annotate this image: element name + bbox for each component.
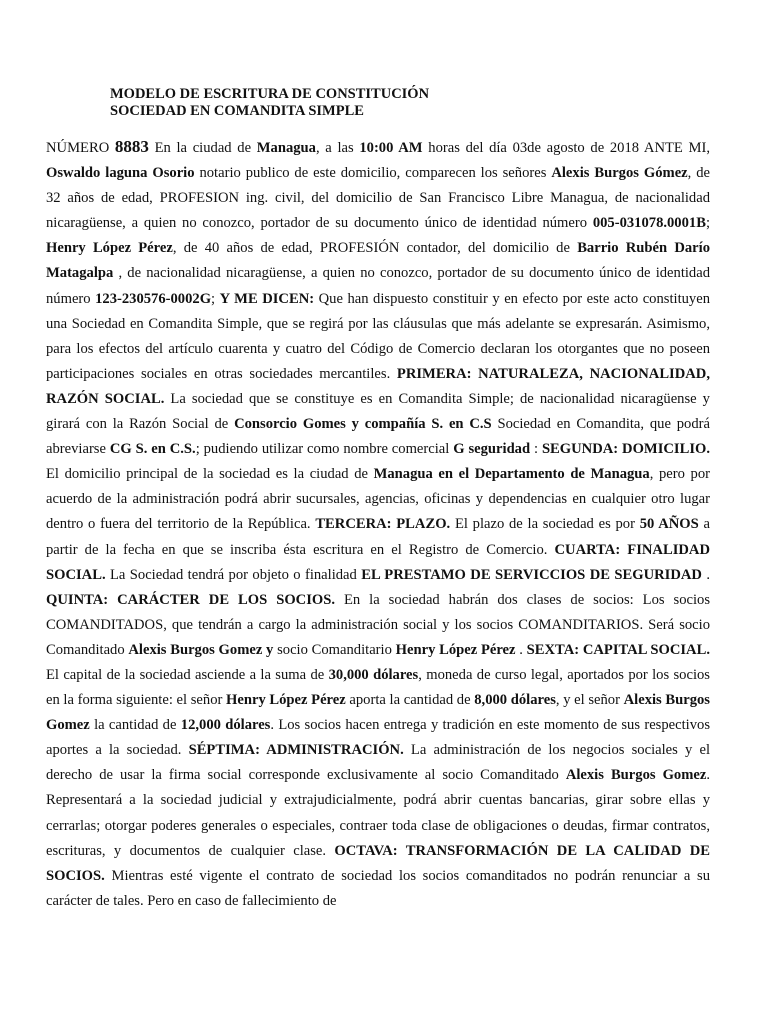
body-text: notario publico de este domicilio, comparecen los señores	[194, 165, 552, 182]
trade-name: G seguridad	[453, 441, 531, 458]
body-text: La sociedad que se constituye es en Comandita Simple; de nacionalidad nicaragüense y girará con la Razón Social de	[46, 390, 710, 433]
body-text: .	[701, 566, 710, 583]
body-text: ;	[211, 290, 220, 307]
y-me-dicen: Y ME DICEN:	[219, 290, 315, 307]
body-text: ; pudiendo utilizar como nombre comercial	[195, 441, 454, 458]
body-text: Que han dispuesto constituir y en efecto por este acto constituyen una Sociedad en Comandita Simple, que se regirá por las cláusulas que más adelante se expresarán. Asimismo, para los efectos del artículo cuarenta y cuatro del Código de Comercio declaran los otorgantes que no poseen participaciones sociales en otras sociedades mercantiles.	[46, 290, 710, 382]
body-text: a partir de la fecha en que se inscriba ésta escritura en el Registro de Comercio.	[46, 516, 710, 558]
title-line-2: SOCIEDAD EN COMANDITA SIMPLE	[110, 103, 364, 119]
managing-partner-name: Alexis Burgos Gomez y	[128, 641, 274, 658]
body-text: . Representará a la sociedad judicial y extrajudicialmente, podrá abrir cuentas bancarias, girar sobre ellas y cerrarlas; otorgar poderes generales o especiales, contraer toda clase de obligaciones o deudas, firmar contratos, escrituras, y documentos de cualquier clase.	[46, 767, 710, 859]
id-number-2: 123-230576-0002G	[95, 290, 212, 307]
body-text: , de 32 años de edad, PROFESION ing. civil, del domicilio de San Francisco Libre Managua, de nacionalidad nicaragüense, a quien no conozco, portador de su documento único de identidad número	[46, 165, 711, 232]
body-text: , a las	[315, 140, 360, 156]
contributor-name-1: Henry López Pérez	[226, 692, 346, 709]
body-text: NÚMERO	[46, 140, 115, 156]
body-text: socio Comanditario	[273, 641, 396, 658]
company-purpose: EL PRESTAMO DE SERVICCIOS DE SEGURIDAD	[361, 566, 702, 583]
capital-amount: 30,000 dólares	[328, 666, 419, 683]
limited-partner-name: Henry López Pérez	[395, 641, 516, 658]
id-number-1: 005-031078.0001B	[592, 215, 706, 232]
body-text: , y el señor	[555, 692, 624, 709]
company-legal-name: Consorcio Gomes y compañía S. en C.S	[234, 416, 492, 433]
body-text: , de nacionalidad nicaragüense, a quien no conozco, portador de su documento único de identidad número	[46, 265, 710, 307]
clause-heading-segunda: SEGUNDA: DOMICILIO.	[541, 441, 711, 458]
notary-name: Oswaldo laguna Osorio	[46, 165, 195, 182]
body-text: .	[515, 641, 527, 658]
principal-domicile: Managua en el Departamento de Managua	[373, 466, 650, 483]
city-name: Managua	[256, 140, 316, 156]
body-text: Mientras esté vigente el contrato de sociedad los socios comanditados no podrán renunciar a su carácter de tales. Pero en caso de fallecimiento de	[46, 867, 710, 909]
body-text: horas del día 03de agosto de 2018 ANTE MI,	[422, 140, 710, 156]
clause-heading-cuarta: CUARTA: FINALIDAD SOCIAL.	[46, 541, 710, 583]
body-text: El domicilio principal de la sociedad es la ciudad de	[46, 466, 374, 483]
body-text: , moneda de curso legal, aportados por los socios en la forma siguiente: el señor	[46, 666, 710, 709]
body-text: La Sociedad tendrá por objeto o finalidad	[105, 566, 362, 583]
document-title	[110, 86, 429, 120]
body-text: Sociedad en Comandita, que podrá abreviarse	[46, 416, 710, 458]
body-text: :	[530, 441, 542, 458]
body-text: En la ciudad de	[148, 140, 257, 156]
company-abbreviation: CG S. en C.S.	[109, 441, 196, 458]
clause-heading-primera: PRIMERA: NATURALEZA, NACIONALIDAD, RAZÓN SOCIAL.	[46, 365, 710, 407]
body-text: La administración de los negocios sociales y el derecho de usar la firma social corresponde exclusivamente al socio Comanditado	[46, 742, 711, 784]
clause-heading-quinta: QUINTA: CARÁCTER DE LOS SOCIOS.	[46, 591, 336, 608]
body-text: El capital de la sociedad asciende a la suma de	[46, 666, 329, 683]
partner-name-2: Henry López Pérez	[46, 240, 173, 257]
escritura-number: 8883	[114, 137, 149, 156]
body-text: En la sociedad habrán dos clases de socios: Los socios COMANDITADOS, que tendrán a cargo la administración social y los socios COMANDITARIOS. Será socio Comanditado	[46, 591, 711, 658]
body-text: , pero por acuerdo de la administración podrá abrir sucursales, agencias, oficinas y dependencias en cualquier otro lugar dentro o fuera del territorio de la República.	[46, 466, 710, 533]
partner-name-1: Alexis Burgos Gómez	[551, 165, 688, 182]
body-text: El plazo de la sociedad es por	[450, 516, 640, 533]
body-text: aporta la cantidad de	[345, 692, 475, 709]
contribution-amount-2: 12,000 dólares	[180, 717, 271, 734]
body-text: ;	[705, 215, 710, 232]
body-text: , de 40 años de edad, PROFESIÓN contador, del domicilio de	[172, 240, 578, 257]
term-duration: 50 AÑOS	[639, 516, 699, 533]
clause-heading-septima: SÉPTIMA: ADMINISTRACIÓN.	[188, 742, 404, 759]
body-text: la cantidad de	[89, 717, 181, 734]
body-text: . Los socios hacen entrega y tradición en este momento de sus respectivos aportes a la sociedad.	[46, 717, 710, 759]
domicile-barrio: Barrio Rubén Darío Matagalpa	[46, 240, 711, 282]
time-value: 10:00 AM	[359, 140, 423, 156]
clause-heading-octava: OCTAVA: TRANSFORMACIÓN DE LA CALIDAD DE SOCIOS.	[46, 842, 710, 884]
clause-heading-sexta: SEXTA: CAPITAL SOCIAL.	[526, 641, 710, 658]
contributor-name-2: Alexis Burgos Gomez	[46, 692, 710, 734]
document-body	[46, 134, 710, 914]
administrator-name: Alexis Burgos Gomez	[565, 767, 707, 784]
contribution-amount-1: 8,000 dólares	[474, 692, 556, 709]
clause-heading-tercera: TERCERA: PLAZO.	[315, 516, 451, 533]
title-line-1: MODELO DE ESCRITURA DE CONSTITUCIÓN	[110, 86, 430, 102]
